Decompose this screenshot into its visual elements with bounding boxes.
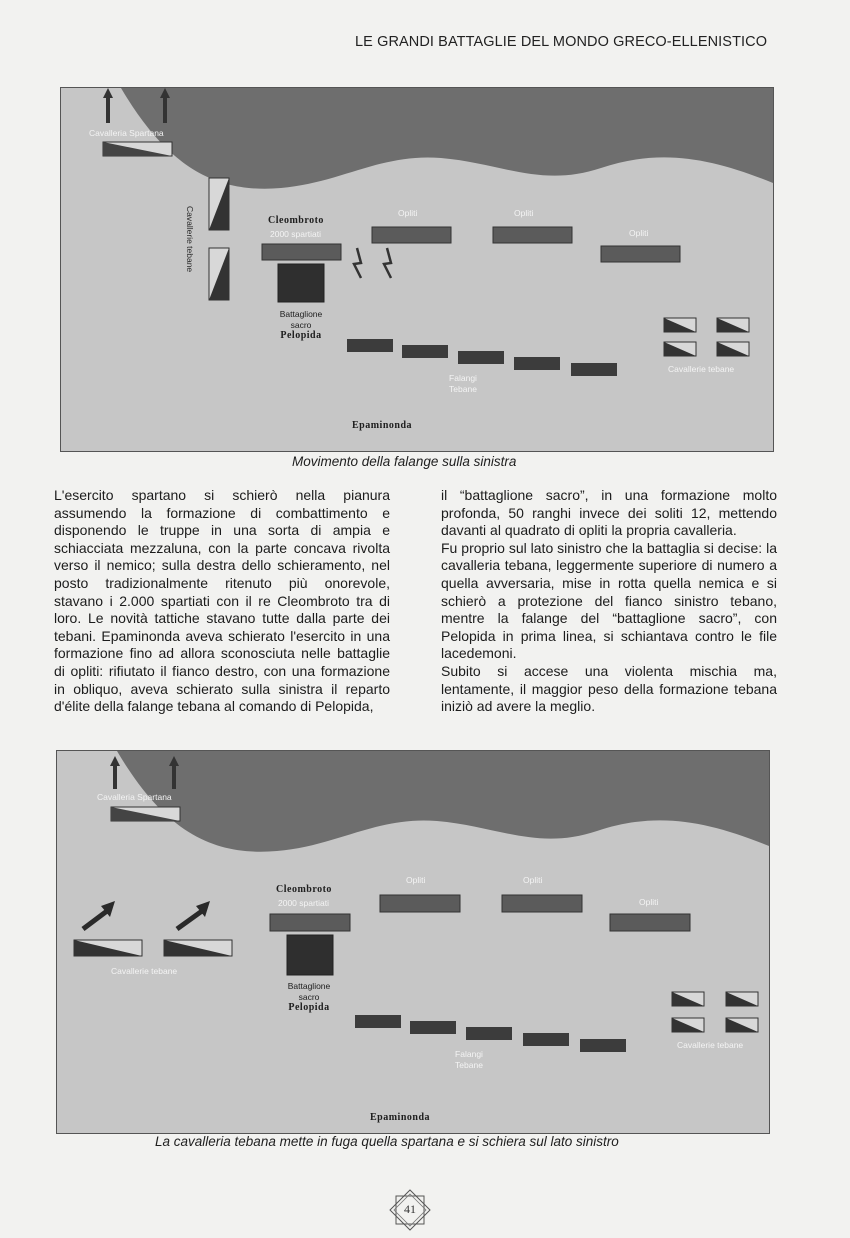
theban-cavalry-unit — [726, 1018, 758, 1032]
opliti-label: Opliti — [398, 208, 418, 218]
opliti-block — [502, 895, 582, 912]
theban-phalanx-block — [466, 1027, 512, 1040]
theban-phalanx-block — [571, 363, 617, 376]
epaminonda-label: Epaminonda — [370, 1112, 431, 1123]
theban-cavalry-unit — [726, 992, 758, 1006]
battaglione-label: Battaglione — [279, 309, 323, 319]
figure-2-caption: La cavalleria tebana mette in fuga quella spartana e si schiera sul lato sinistro — [155, 1134, 619, 1149]
paragraph: Subito si accese una violenta mischia ma, lentamente, il maggior peso della formazione tebana iniziò ad avere la meglio. — [441, 662, 777, 715]
opliti-label: Opliti — [406, 875, 426, 885]
spartan-cavalry-label: Cavalleria Spartana — [97, 792, 172, 802]
theban-cavalry-unit — [717, 318, 749, 332]
theban-cavalry-unit — [672, 1018, 704, 1032]
theban-cavalry-unit — [74, 940, 142, 956]
falangi-label: Falangi — [455, 1049, 483, 1059]
opliti-block — [380, 895, 460, 912]
opliti-label: Opliti — [629, 228, 649, 238]
battle-diagram-1 — [60, 87, 774, 452]
cleombroto-label: Cleombroto — [268, 215, 324, 226]
theban-phalanx-block — [355, 1015, 401, 1028]
right-column — [441, 487, 777, 716]
theban-cavalry-unit — [664, 342, 696, 356]
opliti-label: Opliti — [523, 875, 543, 885]
theban-phalanx-block — [523, 1033, 569, 1046]
sacro-label: sacro — [298, 992, 320, 1002]
theban-cavalry-unit — [164, 940, 232, 956]
falangi-label: Falangi — [449, 373, 477, 383]
theban-phalanx-block — [410, 1021, 456, 1034]
spartan-cavalry-label: Cavalleria Spartana — [89, 128, 164, 138]
theban-cavalry-label: Cavallerie tebane — [677, 1040, 744, 1050]
cleombroto-label: Cleombroto — [276, 884, 332, 895]
tebane-label: Tebane — [449, 384, 477, 394]
battlefield-map — [57, 751, 769, 1133]
left-column-text: L'esercito spartano si schierò nella pianura assumendo la formazione di combattimento e disponendo le truppe in una sorta di ampia e schiacciata mezzaluna, con la parte concava rivolta verso il nemico; sulla destra dello schieramento, nel posto tradizionalmente ritenuto più onorevole, stavano i 2.000 spartiati con il re Cleombroto tra di loro. Le novità tattiche stavano tutte dalla parte dei tebani. Epaminonda aveva schierato l'esercito in una formazione fino ad allora sconosciuta nelle battaglie di opliti: rifiutato il fianco destro, con una formazione in obliquo, aveva schierato sulla sinistra il reparto d'élite della falange tebana al comando di Pelopida, — [54, 487, 390, 715]
sacro-label: sacro — [290, 320, 312, 330]
tebane-label: Tebane — [455, 1060, 483, 1070]
spartiati-label: 2000 spartiati — [278, 898, 330, 908]
page-number-ornament — [388, 1188, 432, 1232]
theban-cavalry-left-label: Cavallerie tebane — [111, 966, 178, 976]
sacred-band-square — [278, 264, 324, 302]
theban-cavalry-label: Cavallerie tebane — [668, 364, 735, 374]
opliti-label: Opliti — [514, 208, 534, 218]
theban-phalanx-block — [458, 351, 504, 364]
spartiati-block — [270, 914, 350, 931]
figure-1-caption: Movimento della falange sulla sinistra — [292, 454, 517, 469]
theban-cavalry-unit — [672, 992, 704, 1006]
theban-phalanx-block — [347, 339, 393, 352]
epaminonda-label: Epaminonda — [352, 420, 413, 431]
theban-cavalry-unit — [209, 178, 229, 230]
page-number: 41 — [404, 1202, 416, 1216]
opliti-block — [493, 227, 572, 243]
theban-cavalry-vertical-label: Cavallerie tebane — [185, 206, 195, 273]
sacred-band-square — [287, 935, 333, 975]
theban-cavalry-unit — [209, 248, 229, 300]
opliti-block — [601, 246, 680, 262]
battlefield-map — [61, 88, 773, 451]
theban-cavalry-unit — [717, 342, 749, 356]
paragraph: Fu proprio sul lato sinistro che la battaglia si decise: la cavalleria tebana, leggermente superiore di numero a quella avversaria, mise in rotta quella nemica e si schierò a protezione del fianco sinistro tebano, mentre la falange del “battaglione sacro”, con Pelopida in prima linea, si schiantava contro le file lacedemoni. — [441, 539, 777, 662]
theban-phalanx-block — [580, 1039, 626, 1052]
spartan-cavalry-unit — [103, 142, 172, 156]
theban-cavalry-unit — [664, 318, 696, 332]
pelopida-label: Pelopida — [280, 330, 322, 341]
opliti-block — [610, 914, 690, 931]
paragraph: il “battaglione sacro”, in una formazione molto profonda, 50 ranghi invece dei soliti 12, mettendo davanti al quadrato di opliti la propria cavalleria. — [441, 487, 777, 539]
spartiati-label: 2000 spartiati — [270, 229, 322, 239]
spartan-cavalry-unit — [111, 807, 180, 821]
opliti-label: Opliti — [639, 897, 659, 907]
battle-diagram-2 — [56, 750, 770, 1134]
left-column — [54, 487, 390, 716]
running-head: LE GRANDI BATTAGLIE DEL MONDO GRECO-ELLENISTICO — [355, 34, 768, 50]
spartiati-block — [262, 244, 341, 260]
battaglione-label: Battaglione — [287, 981, 331, 991]
opliti-block — [372, 227, 451, 243]
pelopida-label: Pelopida — [288, 1002, 330, 1013]
theban-phalanx-block — [514, 357, 560, 370]
theban-phalanx-block — [402, 345, 448, 358]
